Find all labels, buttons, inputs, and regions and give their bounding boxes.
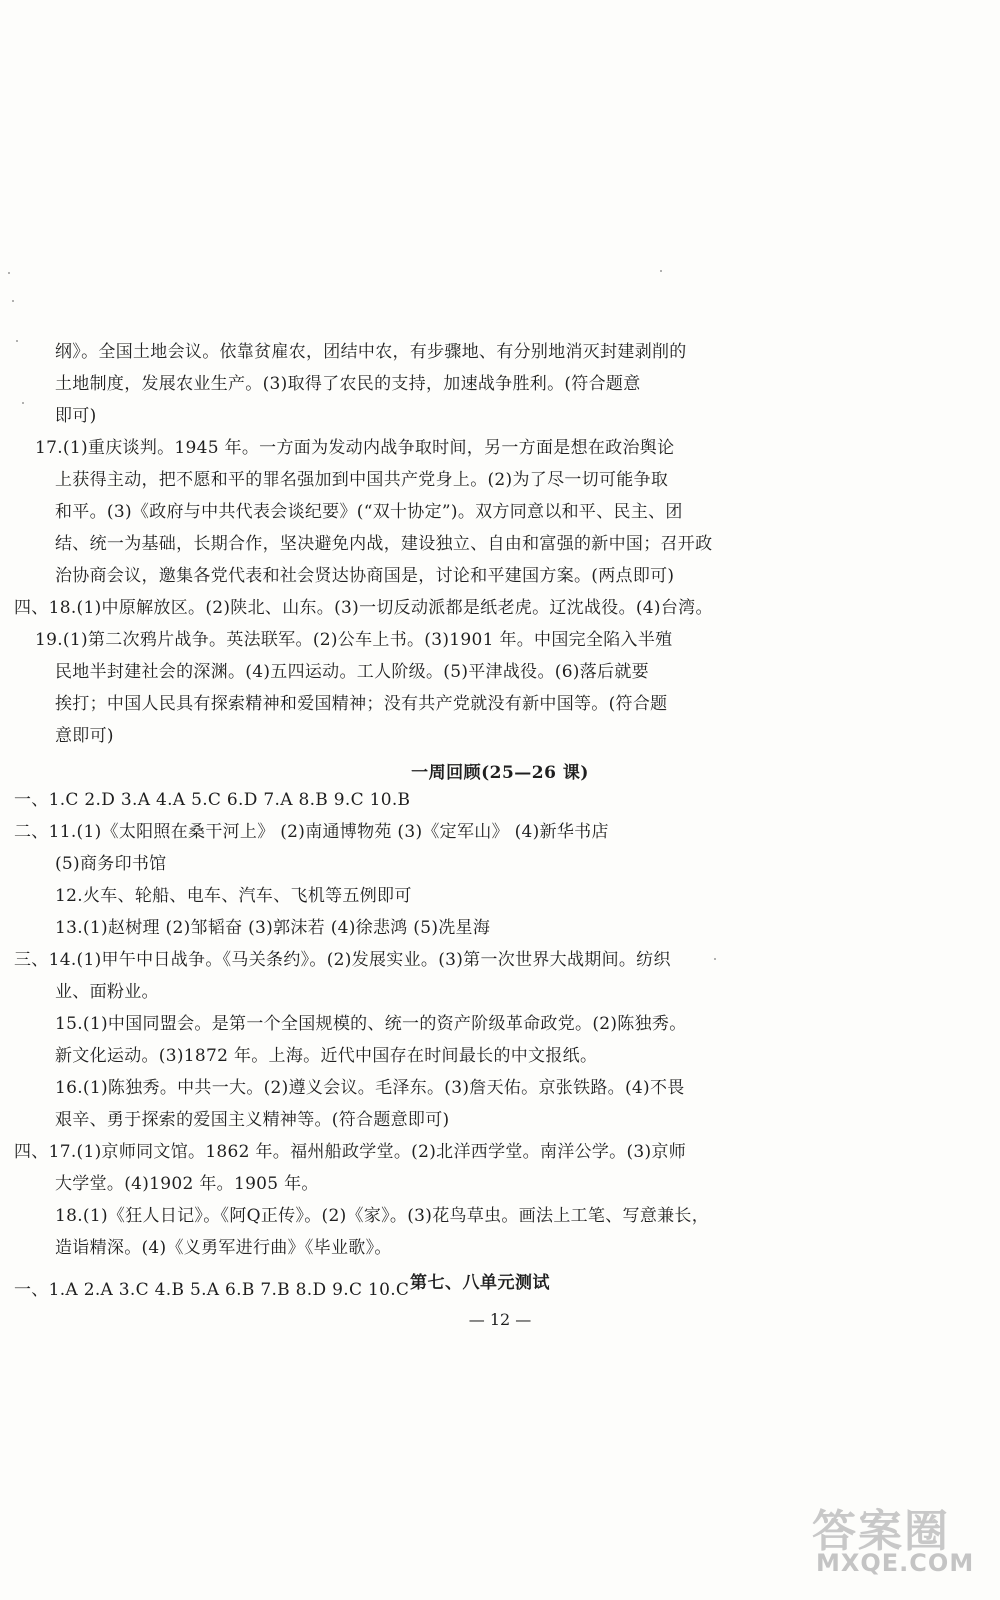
section-title-weekly-review: 一周回顾(25—26 课): [411, 763, 589, 783]
text-line: 结、统一为基础，长期合作，坚决避免内战，建设独立、自由和富强的新中国；召开政: [55, 534, 713, 554]
text-line: 挨打；中国人民具有探索精神和爱国精神；没有共产党就没有新中国等。(符合题: [55, 694, 668, 714]
answer-line: 艰辛、勇于探索的爱国主义精神等。(符合题意即可): [55, 1110, 450, 1130]
answer-line: 13.(1)赵树理 (2)邹韬奋 (3)郭沫若 (4)徐悲鸿 (5)冼星海: [55, 918, 491, 938]
text-line: 治协商会议，邀集各党代表和社会贤达协商国是，讨论和平建国方案。(两点即可): [55, 566, 675, 586]
text-line: 即可): [55, 406, 97, 426]
answer-line: 造诣精深。(4)《义勇军进行曲》《毕业歌》。: [55, 1238, 392, 1258]
text-line: 和平。(3)《政府与中共代表会谈纪要》(“双十协定”)。双方同意以和平、民主、团: [55, 502, 683, 522]
scan-speck: [8, 272, 10, 274]
answer-line: 业、面粉业。: [55, 982, 159, 1002]
answer-line: 一、1.C 2.D 3.A 4.A 5.C 6.D 7.A 8.B 9.C 10.B: [14, 790, 411, 810]
answer-line: (5)商务印书馆: [55, 854, 167, 874]
scan-speck: [660, 270, 662, 272]
answer-line: 大学堂。(4)1902 年。1905 年。: [55, 1174, 319, 1194]
text-line: 上获得主动，把不愿和平的罪名强加到中国共产党身上。(2)为了尽一切可能争取: [55, 470, 669, 490]
answer-line: 新文化运动。(3)1872 年。上海。近代中国存在时间最长的中文报纸。: [55, 1046, 598, 1066]
text-line: 民地半封建社会的深渊。(4)五四运动。工人阶级。(5)平津战役。(6)落后就要: [55, 662, 649, 682]
answer-line: 一、1.A 2.A 3.C 4.B 5.A 6.B 7.B 8.D 9.C 10.C: [14, 1280, 410, 1300]
scan-speck: [714, 958, 716, 960]
scan-speck: [16, 340, 18, 342]
answer-line: 15.(1)中国同盟会。是第一个全国规模的、统一的资产阶级革命政党。(2)陈独秀。: [55, 1014, 687, 1034]
text-line: 意即可): [55, 726, 114, 746]
text-line: 土地制度，发展农业生产。(3)取得了农民的支持，加速战争胜利。(符合题意: [55, 374, 641, 394]
watermark-bottom-text: MXQE.COM: [816, 1549, 975, 1577]
text-line: 纲》。全国土地会议。依靠贫雇农，团结中农，有步骤地、有分别地消灭封建剥削的: [55, 342, 687, 362]
answer-line: 16.(1)陈独秀。中共一大。(2)遵义会议。毛泽东。(3)詹天佑。京张铁路。(4)不畏: [55, 1078, 685, 1098]
answer-18: 四、18.(1)中原解放区。(2)陕北、山东。(3)一切反动派都是纸老虎。辽沈战役。(4)台湾。: [14, 598, 713, 618]
answer-19: 19.(1)第二次鸦片战争。英法联军。(2)公车上书。(3)1901 年。中国完全陷入半殖: [35, 630, 673, 650]
scan-speck: [12, 300, 14, 302]
section-title-unit-test: 第七、八单元测试: [410, 1273, 550, 1293]
answer-line: 三、14.(1)甲午中日战争。《马关条约》。(2)发展实业。(3)第一次世界大战期间。纺织: [14, 950, 671, 970]
answer-line: 四、17.(1)京师同文馆。1862 年。福州船政学堂。(2)北洋西学堂。南洋公学。(3)京师: [14, 1142, 687, 1162]
answer-line: 12.火车、轮船、电车、汽车、飞机等五例即可: [55, 886, 412, 906]
page-number: — 12 —: [468, 1310, 532, 1329]
answer-line: 18.(1)《狂人日记》。《阿Q正传》。(2)《家》。(3)花鸟草虫。画法上工笔、写意兼长，: [55, 1206, 710, 1226]
watermark-logo: [808, 1495, 978, 1585]
answer-17: 17.(1)重庆谈判。1945 年。一方面为发动内战争取时间，另一方面是想在政治舆论: [35, 438, 675, 458]
answer-line: 二、11.(1)《太阳照在桑干河上》 (2)南通博物苑 (3)《定军山》 (4)新华书店: [14, 822, 609, 842]
scan-speck: [22, 402, 24, 404]
watermark-top-text: 答案圈: [812, 1506, 950, 1557]
